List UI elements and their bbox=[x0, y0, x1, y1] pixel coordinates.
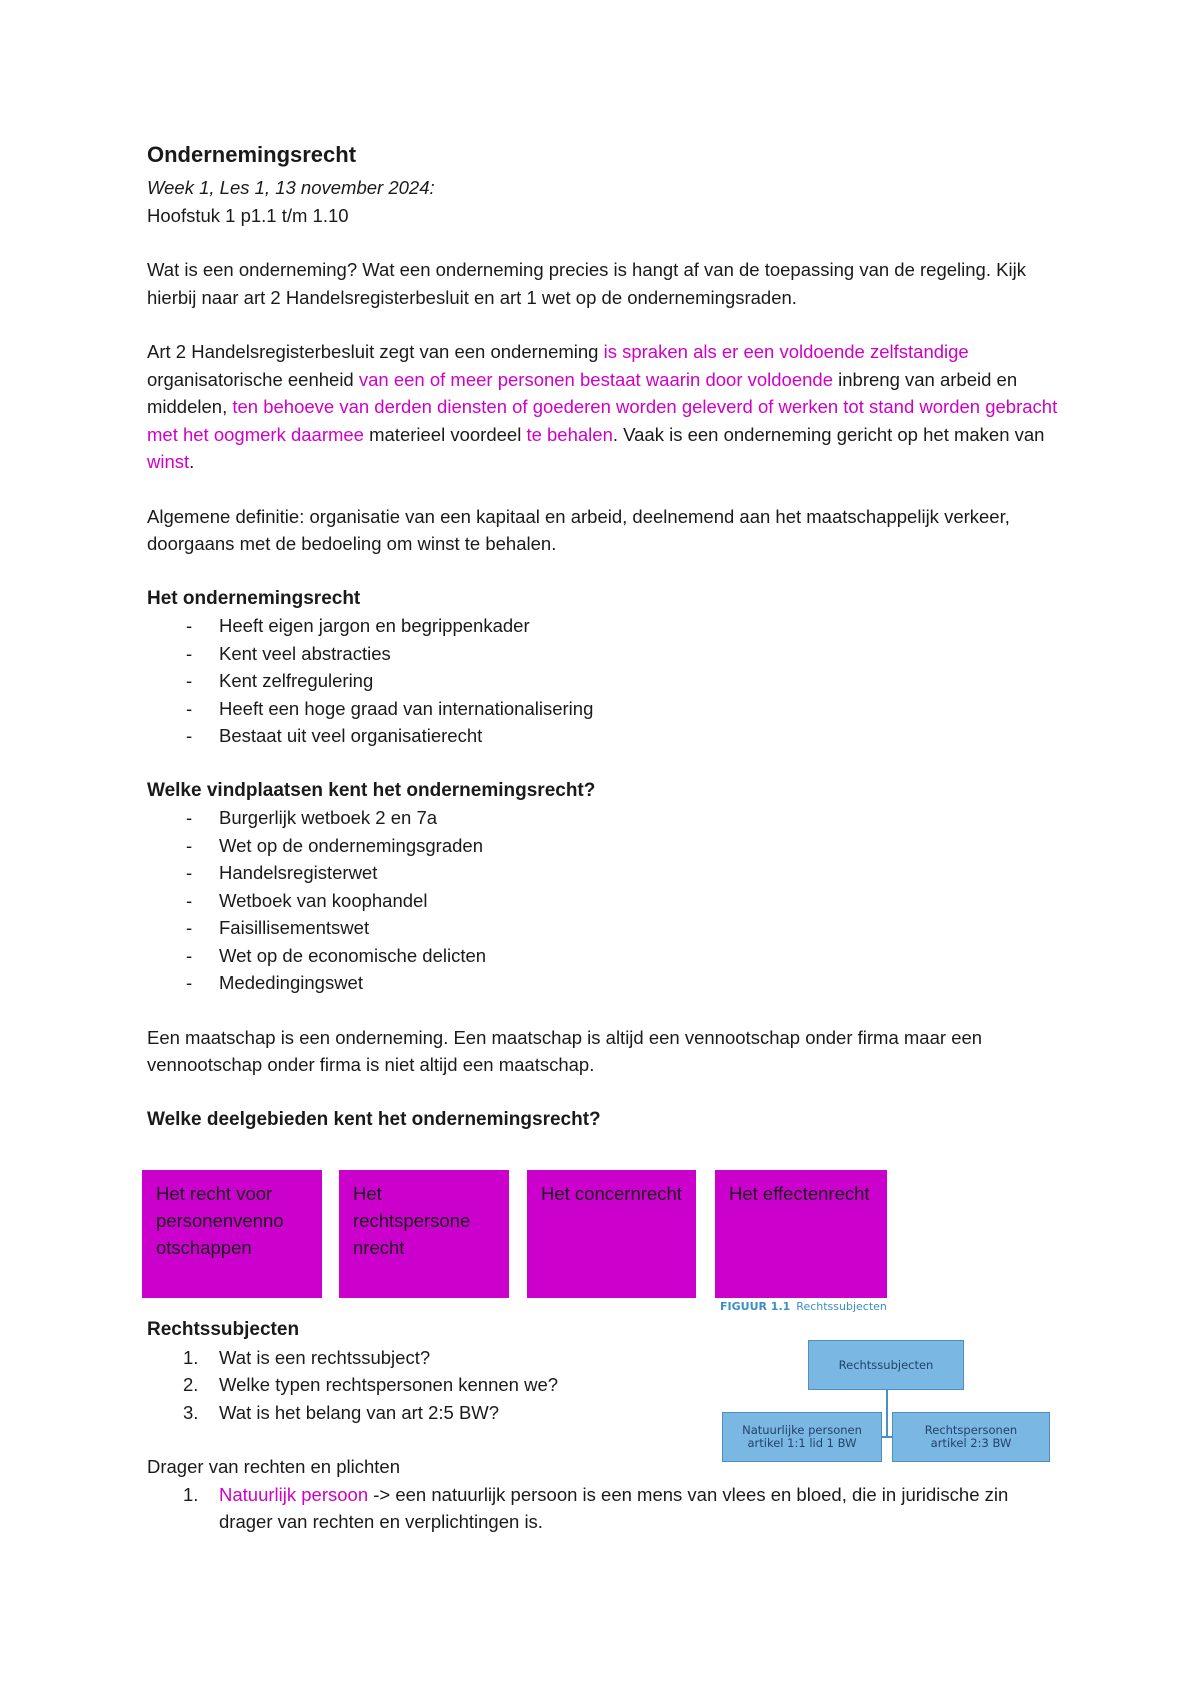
figure-left-box: Natuurlijke personen artikel 1:1 lid 1 BW bbox=[722, 1412, 882, 1462]
maatschap-paragraph: Een maatschap is een onderneming. Een maatschap is altijd een vennootschap onder firma maar een vennootschap onder firma is niet altijd een maatschap. bbox=[147, 1026, 983, 1075]
document-body bbox=[147, 140, 1067, 1133]
art2-text: . Vaak is een onderneming gericht op het maken van bbox=[612, 423, 1045, 445]
list-item: - Mededingingswet bbox=[147, 969, 1067, 997]
subfields-diagram bbox=[142, 1170, 902, 1300]
term-highlight: Natuurlijk persoon bbox=[219, 1483, 369, 1505]
art2-highlight: van een of meer personen bestaat waarin door voldoende bbox=[358, 368, 834, 390]
page-title: Ondernemingsrecht bbox=[147, 142, 357, 167]
lesson-subtitle: Week 1, Les 1, 13 november 2024: bbox=[147, 177, 435, 198]
figure-caption: FIGUUR 1.1 Rechtssubjecten bbox=[720, 1300, 887, 1313]
list-item: 2. Welke typen rechtspersonen kennen we? bbox=[183, 1374, 559, 1395]
art2-text: materieel voordeel bbox=[363, 423, 527, 445]
characteristics-list bbox=[147, 612, 1067, 750]
subfield-box: Het rechtspersone nrecht bbox=[339, 1170, 509, 1298]
subfield-box: Het effectenrecht bbox=[715, 1170, 887, 1298]
art2-paragraph bbox=[147, 338, 1067, 476]
list-item: - Wetboek van koophandel bbox=[147, 887, 1067, 915]
list-item: - Handelsregisterwet bbox=[147, 859, 1067, 887]
figure-right-box: Rechtspersonen artikel 2:3 BW bbox=[892, 1412, 1050, 1462]
list-item: - Bestaat uit veel organisatierecht bbox=[147, 722, 1067, 750]
section-heading: Welke vindplaatsen kent het ondernemingsrecht? bbox=[147, 779, 596, 801]
art2-text: organisatorische eenheid bbox=[147, 368, 359, 390]
art2-highlight: te behalen bbox=[526, 423, 613, 445]
sources-list bbox=[147, 804, 1067, 997]
drager-list bbox=[147, 1481, 1067, 1536]
list-item: - Wet op de economische delicten bbox=[147, 942, 1067, 970]
art2-text: . bbox=[189, 451, 195, 472]
list-item: - Heeft eigen jargon en begrippenkader bbox=[147, 612, 1067, 640]
art2-text: Art 2 Handelsregisterbesluit zegt van een onderneming bbox=[147, 341, 604, 362]
list-item: - Wet op de ondernemingsgraden bbox=[147, 832, 1067, 860]
section-heading: Het ondernemingsrecht bbox=[147, 587, 361, 609]
section-heading: Rechtssubjecten bbox=[147, 1319, 300, 1340]
list-item: 3. Wat is het belang van art 2:5 BW? bbox=[183, 1401, 500, 1423]
list-item: 1. Natuurlijk persoon -> een natuurlijk persoon is een mens van vlees en bloed, die in juridische zin drager van rechten en verplichtingen is. bbox=[183, 1483, 1009, 1532]
list-item: - Faisillisementswet bbox=[147, 914, 1067, 942]
figure-top-box: Rechtssubjecten bbox=[808, 1340, 964, 1390]
subfield-box: Het concernrecht bbox=[527, 1170, 696, 1298]
rechtssubjecten-figure bbox=[720, 1300, 1060, 1470]
connector-line bbox=[886, 1390, 888, 1437]
list-item: - Burgerlijk wetboek 2 en 7a bbox=[147, 804, 1067, 832]
subfield-box: Het recht voor personenvenno otschappen bbox=[142, 1170, 322, 1298]
chapter-reference: Hoofstuk 1 p1.1 t/m 1.10 bbox=[147, 204, 349, 226]
definition-paragraph: Algemene definitie: organisatie van een kapitaal en arbeid, deelnemend aan het maatschappelijk verkeer, doorgaans met de bedoeling om winst te behalen. bbox=[147, 505, 1010, 554]
art2-text: inbreng van arbeid en middelen, bbox=[147, 368, 1018, 417]
list-item: 1. Wat is een rechtssubject? bbox=[183, 1346, 431, 1368]
art2-highlight: is spraken als er een voldoende zelfstandige bbox=[603, 341, 969, 362]
list-item: - Kent veel abstracties bbox=[147, 640, 1067, 668]
list-item: - Heeft een hoge graad van internationalisering bbox=[147, 695, 1067, 723]
art2-highlight: ten behoeve van derden diensten of goederen worden geleverd of werken tot stand worden gebracht met het oogmerk daarmee bbox=[147, 396, 1058, 445]
list-item: - Kent zelfregulering bbox=[147, 667, 1067, 695]
intro-paragraph: Wat is een onderneming? Wat een onderneming precies is hangt af van de toepassing van de regeling. Kijk hierbij naar art 2 Handelsregisterbesluit en art 1 wet op de ondernemingsraden. bbox=[147, 259, 1026, 308]
drager-heading: Drager van rechten en plichten bbox=[147, 1456, 400, 1477]
section-heading: Welke deelgebieden kent het ondernemingsrecht? bbox=[147, 1108, 601, 1130]
art2-highlight: winst bbox=[147, 451, 190, 472]
